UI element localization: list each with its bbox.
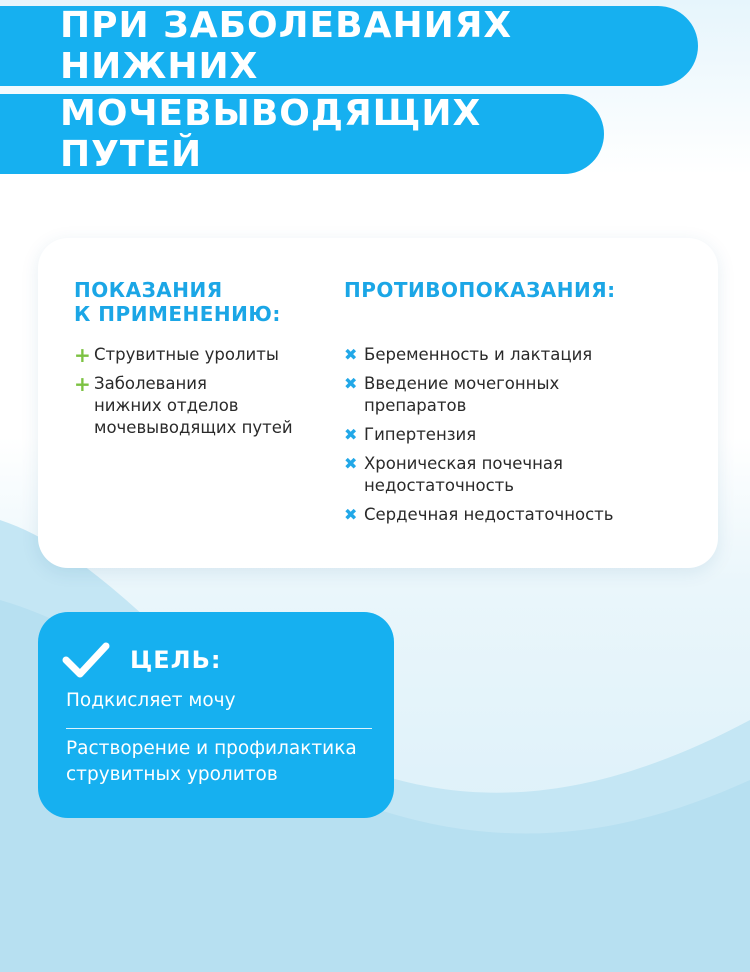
list-item: ✖ Гипертензия (344, 425, 477, 444)
info-card (38, 238, 718, 568)
indications-list (74, 344, 324, 446)
contraindications-heading: ПРОТИВОПОКАЗАНИЯ: (344, 278, 616, 302)
goal-header (62, 640, 221, 680)
goal-item: Растворение и профилактика струвитных уролитов (66, 738, 357, 785)
cross-icon: ✖ (344, 345, 358, 364)
cross-icon: ✖ (344, 505, 358, 524)
divider (66, 728, 372, 729)
goal-card (38, 612, 394, 818)
title-banner-line-1 (0, 6, 698, 86)
cross-icon: ✖ (344, 425, 358, 444)
plus-icon: + (74, 372, 91, 396)
title-line-2: МОЧЕВЫВОДЯЩИХ ПУТЕЙ (60, 93, 482, 175)
cross-icon: ✖ (344, 374, 358, 393)
goal-title: ЦЕЛЬ: (130, 646, 222, 674)
list-item: ✖ Хроническая почечная недостаточность (344, 454, 563, 495)
contraindications-list (344, 344, 714, 533)
cross-icon: ✖ (344, 454, 358, 473)
list-item: + Заболевания нижних отделов мочевыводящих путей (74, 372, 293, 437)
list-item: ✖ Беременность и лактация (344, 345, 593, 364)
goal-item: Подкисляет мочу (66, 690, 236, 711)
plus-icon: + (74, 343, 91, 367)
indications-heading: ПОКАЗАНИЯ К ПРИМЕНЕНИЮ: (74, 278, 281, 326)
list-item: ✖ Введение мочегонных препаратов (344, 374, 560, 415)
list-item: + Струвитные уролиты (74, 343, 279, 367)
title-line-1: ПРИ ЗАБОЛЕВАНИЯХ НИЖНИХ (60, 5, 513, 87)
check-icon (62, 640, 110, 680)
list-item: ✖ Сердечная недостаточность (344, 505, 614, 524)
title-banner-line-2 (0, 94, 604, 174)
